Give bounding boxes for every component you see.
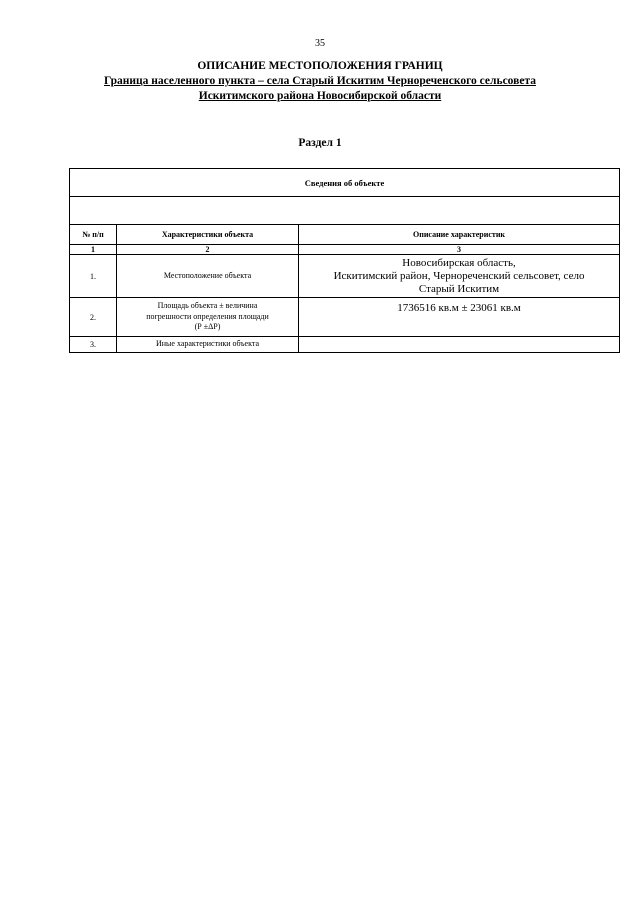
- description-line: Старый Искитим: [418, 282, 500, 295]
- description-line: Искитимский район, Чернореченский сельсовет, село: [333, 269, 585, 282]
- column-number: 2: [117, 245, 299, 255]
- table-caption-row: [70, 169, 620, 197]
- row-characteristic: Иные характеристики объекта: [117, 337, 299, 353]
- column-numbers-row: [70, 245, 620, 255]
- table-header-row: [70, 225, 620, 245]
- column-header-number: № п/п: [70, 225, 117, 245]
- column-header-description: Описание характеристик: [299, 225, 620, 245]
- row-characteristic: [117, 298, 299, 337]
- row-description: [299, 337, 620, 353]
- table-row: [70, 337, 620, 353]
- section-title: Раздел 1: [298, 137, 342, 149]
- table-blank-row: [70, 197, 620, 225]
- object-info-table: [69, 168, 620, 353]
- characteristic-line: (Р ±ΔР): [194, 322, 221, 332]
- subtitle-line-1: Граница населенного пункта – села Старый Искитим Чернореченского сельсовета: [104, 75, 536, 87]
- table-row: [70, 298, 620, 337]
- row-characteristic: Местоположение объекта: [117, 255, 299, 298]
- document-subtitle: [40, 74, 600, 103]
- table-caption: Сведения об объекте: [70, 169, 620, 197]
- characteristic-line: погрешности определения площади: [146, 311, 269, 321]
- column-header-characteristic: Характеристики объекта: [117, 225, 299, 245]
- column-number: 3: [299, 245, 620, 255]
- row-description: [299, 255, 620, 298]
- column-number: 1: [70, 245, 117, 255]
- row-description: 1736516 кв.м ± 23061 кв.м: [299, 298, 620, 337]
- document-title: ОПИСАНИЕ МЕСТОПОЛОЖЕНИЯ ГРАНИЦ: [197, 60, 443, 72]
- row-number: 1.: [70, 255, 117, 298]
- characteristic-line: Площадь объекта ± величина: [157, 301, 258, 311]
- subtitle-line-2: Искитимского района Новосибирской области: [198, 89, 442, 102]
- description-line: Новосибирская область,: [402, 256, 516, 269]
- page-number: 35: [315, 38, 325, 49]
- table-blank-cell: [70, 197, 620, 225]
- row-number: 2.: [70, 298, 117, 337]
- row-number: 3.: [70, 337, 117, 353]
- table-row: [70, 255, 620, 298]
